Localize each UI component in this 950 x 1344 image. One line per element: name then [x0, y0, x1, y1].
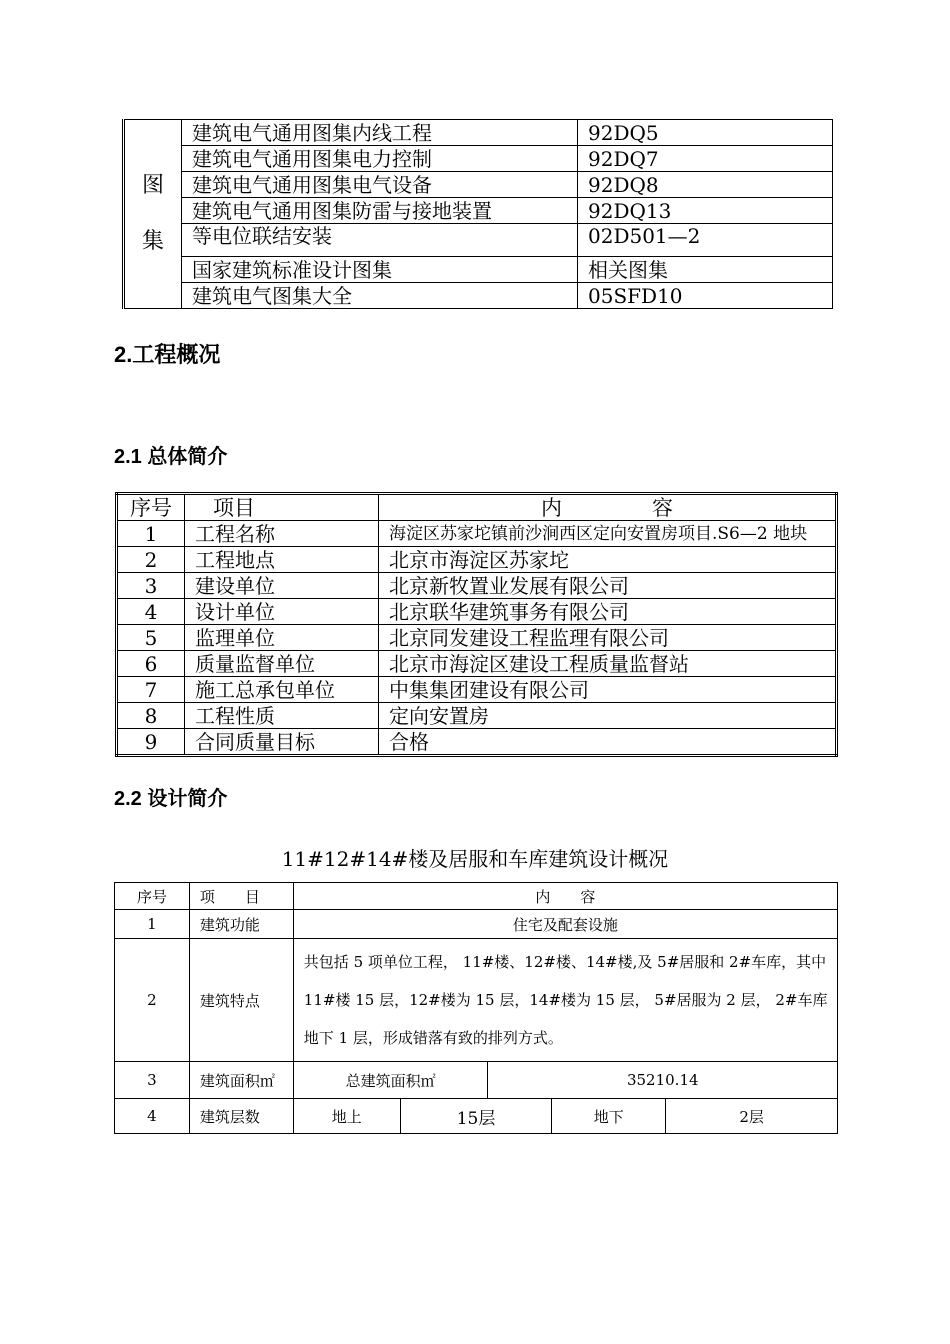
- atlas-name: 建筑电气通用图集防雷与接地装置: [182, 198, 578, 224]
- header-content: [379, 494, 837, 521]
- row-item: 工程性质: [185, 703, 379, 729]
- row-value: 海淀区苏家坨镇前沙涧西区定向安置房项目.S6—2 地块: [379, 521, 837, 547]
- row-no: 9: [117, 729, 185, 756]
- header-content-1: 内: [541, 495, 562, 520]
- below-ground-value: 2层: [666, 1099, 838, 1134]
- header-content: 内 容: [293, 883, 837, 910]
- table-row: [117, 547, 837, 573]
- row-item: 建设单位: [185, 573, 379, 599]
- atlas-code: 92DQ7: [578, 146, 833, 172]
- row-no: 2: [115, 939, 190, 1062]
- row-item: 建筑层数: [189, 1099, 293, 1134]
- row-no: 3: [117, 573, 185, 599]
- table-row: [117, 625, 837, 651]
- row-no: 8: [117, 703, 185, 729]
- row-no: 4: [117, 599, 185, 625]
- below-ground-label: 地下: [552, 1099, 666, 1134]
- atlas-group-label-1: 图: [141, 173, 164, 198]
- row-value: 北京新牧置业发展有限公司: [379, 573, 837, 599]
- row-item: 建筑面积㎡: [189, 1062, 293, 1099]
- header-no: 序号: [117, 494, 185, 521]
- atlas-name: 等电位联结安装: [182, 224, 578, 257]
- atlas-name: 国家建筑标准设计图集: [182, 257, 578, 283]
- row-value: 中集集团建设有限公司: [379, 677, 837, 703]
- row-no: 3: [115, 1062, 190, 1099]
- total-area-value: 35210.14: [488, 1062, 838, 1099]
- row-value: 北京同发建设工程监理有限公司: [379, 625, 837, 651]
- header-item: 项目: [185, 494, 379, 521]
- section-heading-design: 2.2 设计简介: [114, 788, 228, 810]
- row-item: 监理单位: [185, 625, 379, 651]
- row-no: 6: [117, 651, 185, 677]
- header-item: 项 目: [189, 883, 293, 910]
- row-no: 2: [117, 547, 185, 573]
- row-item: 设计单位: [185, 599, 379, 625]
- section-heading-overview: 2.工程概况: [114, 342, 221, 367]
- building-features-text: 共包括 5 项单位工程， 11#楼、12#楼、14#楼,及 5#居服和 2#车库，其中 11#楼 15 层，12#楼为 15 层，14#楼为 15 层， 5#居服为 2 层， 2#车库地下 1 层，形成错落有致的排列方式。: [293, 939, 837, 1062]
- row-item: 施工总承包单位: [185, 677, 379, 703]
- table-row: [115, 1099, 838, 1134]
- table-row: [115, 939, 838, 1062]
- total-area-label: 总建筑面积㎡: [293, 1062, 488, 1099]
- row-no: 5: [117, 625, 185, 651]
- table-row: [117, 677, 837, 703]
- row-no: 4: [115, 1099, 190, 1134]
- row-item: 建筑特点: [189, 939, 293, 1062]
- atlas-table: [122, 119, 833, 309]
- row-value: 合格: [379, 729, 837, 756]
- atlas-code: 92DQ13: [578, 198, 833, 224]
- row-item: 工程地点: [185, 547, 379, 573]
- atlas-code: 02D501—2: [578, 224, 833, 257]
- table-row: [117, 521, 837, 547]
- atlas-group-label: [124, 120, 182, 309]
- table-row: [117, 573, 837, 599]
- atlas-name: 建筑电气图集大全: [182, 283, 578, 309]
- above-ground-value: 15层: [400, 1099, 552, 1134]
- row-value: 北京市海淀区建设工程质量监督站: [379, 651, 837, 677]
- atlas-group-label-2: 集: [141, 229, 164, 254]
- row-value: 北京联华建筑事务有限公司: [379, 599, 837, 625]
- row-no: 1: [115, 910, 190, 939]
- row-item: 质量监督单位: [185, 651, 379, 677]
- table-row: [115, 1062, 838, 1099]
- row-no: 1: [117, 521, 185, 547]
- header-content-2: 容: [652, 495, 673, 520]
- atlas-name: 建筑电气通用图集电力控制: [182, 146, 578, 172]
- header-no: 序号: [115, 883, 190, 910]
- table-row: [117, 651, 837, 677]
- row-no: 7: [117, 677, 185, 703]
- table-header-row: [115, 883, 838, 910]
- row-item: 合同质量目标: [185, 729, 379, 756]
- table-row: [115, 910, 838, 939]
- general-table: [115, 492, 838, 757]
- atlas-code: 05SFD10: [578, 283, 833, 309]
- atlas-code: 92DQ5: [578, 120, 833, 146]
- row-value: 定向安置房: [379, 703, 837, 729]
- row-value: 北京市海淀区苏家坨: [379, 547, 837, 573]
- table-row: [117, 599, 837, 625]
- atlas-code: 相关图集: [578, 257, 833, 283]
- table-row: [117, 703, 837, 729]
- atlas-code: 92DQ8: [578, 172, 833, 198]
- design-table: [114, 882, 838, 1134]
- atlas-name: 建筑电气通用图集电气设备: [182, 172, 578, 198]
- above-ground-label: 地上: [293, 1099, 400, 1134]
- table-header-row: [117, 494, 837, 521]
- design-table-caption: 11#12#14#楼及居服和车库建筑设计概况: [281, 847, 669, 871]
- atlas-name: 建筑电气通用图集内线工程: [182, 120, 578, 146]
- section-heading-general: 2.1 总体简介: [114, 446, 228, 468]
- table-row: [117, 729, 837, 756]
- row-item: 建筑功能: [189, 910, 293, 939]
- row-value: 住宅及配套设施: [293, 910, 837, 939]
- row-item: 工程名称: [185, 521, 379, 547]
